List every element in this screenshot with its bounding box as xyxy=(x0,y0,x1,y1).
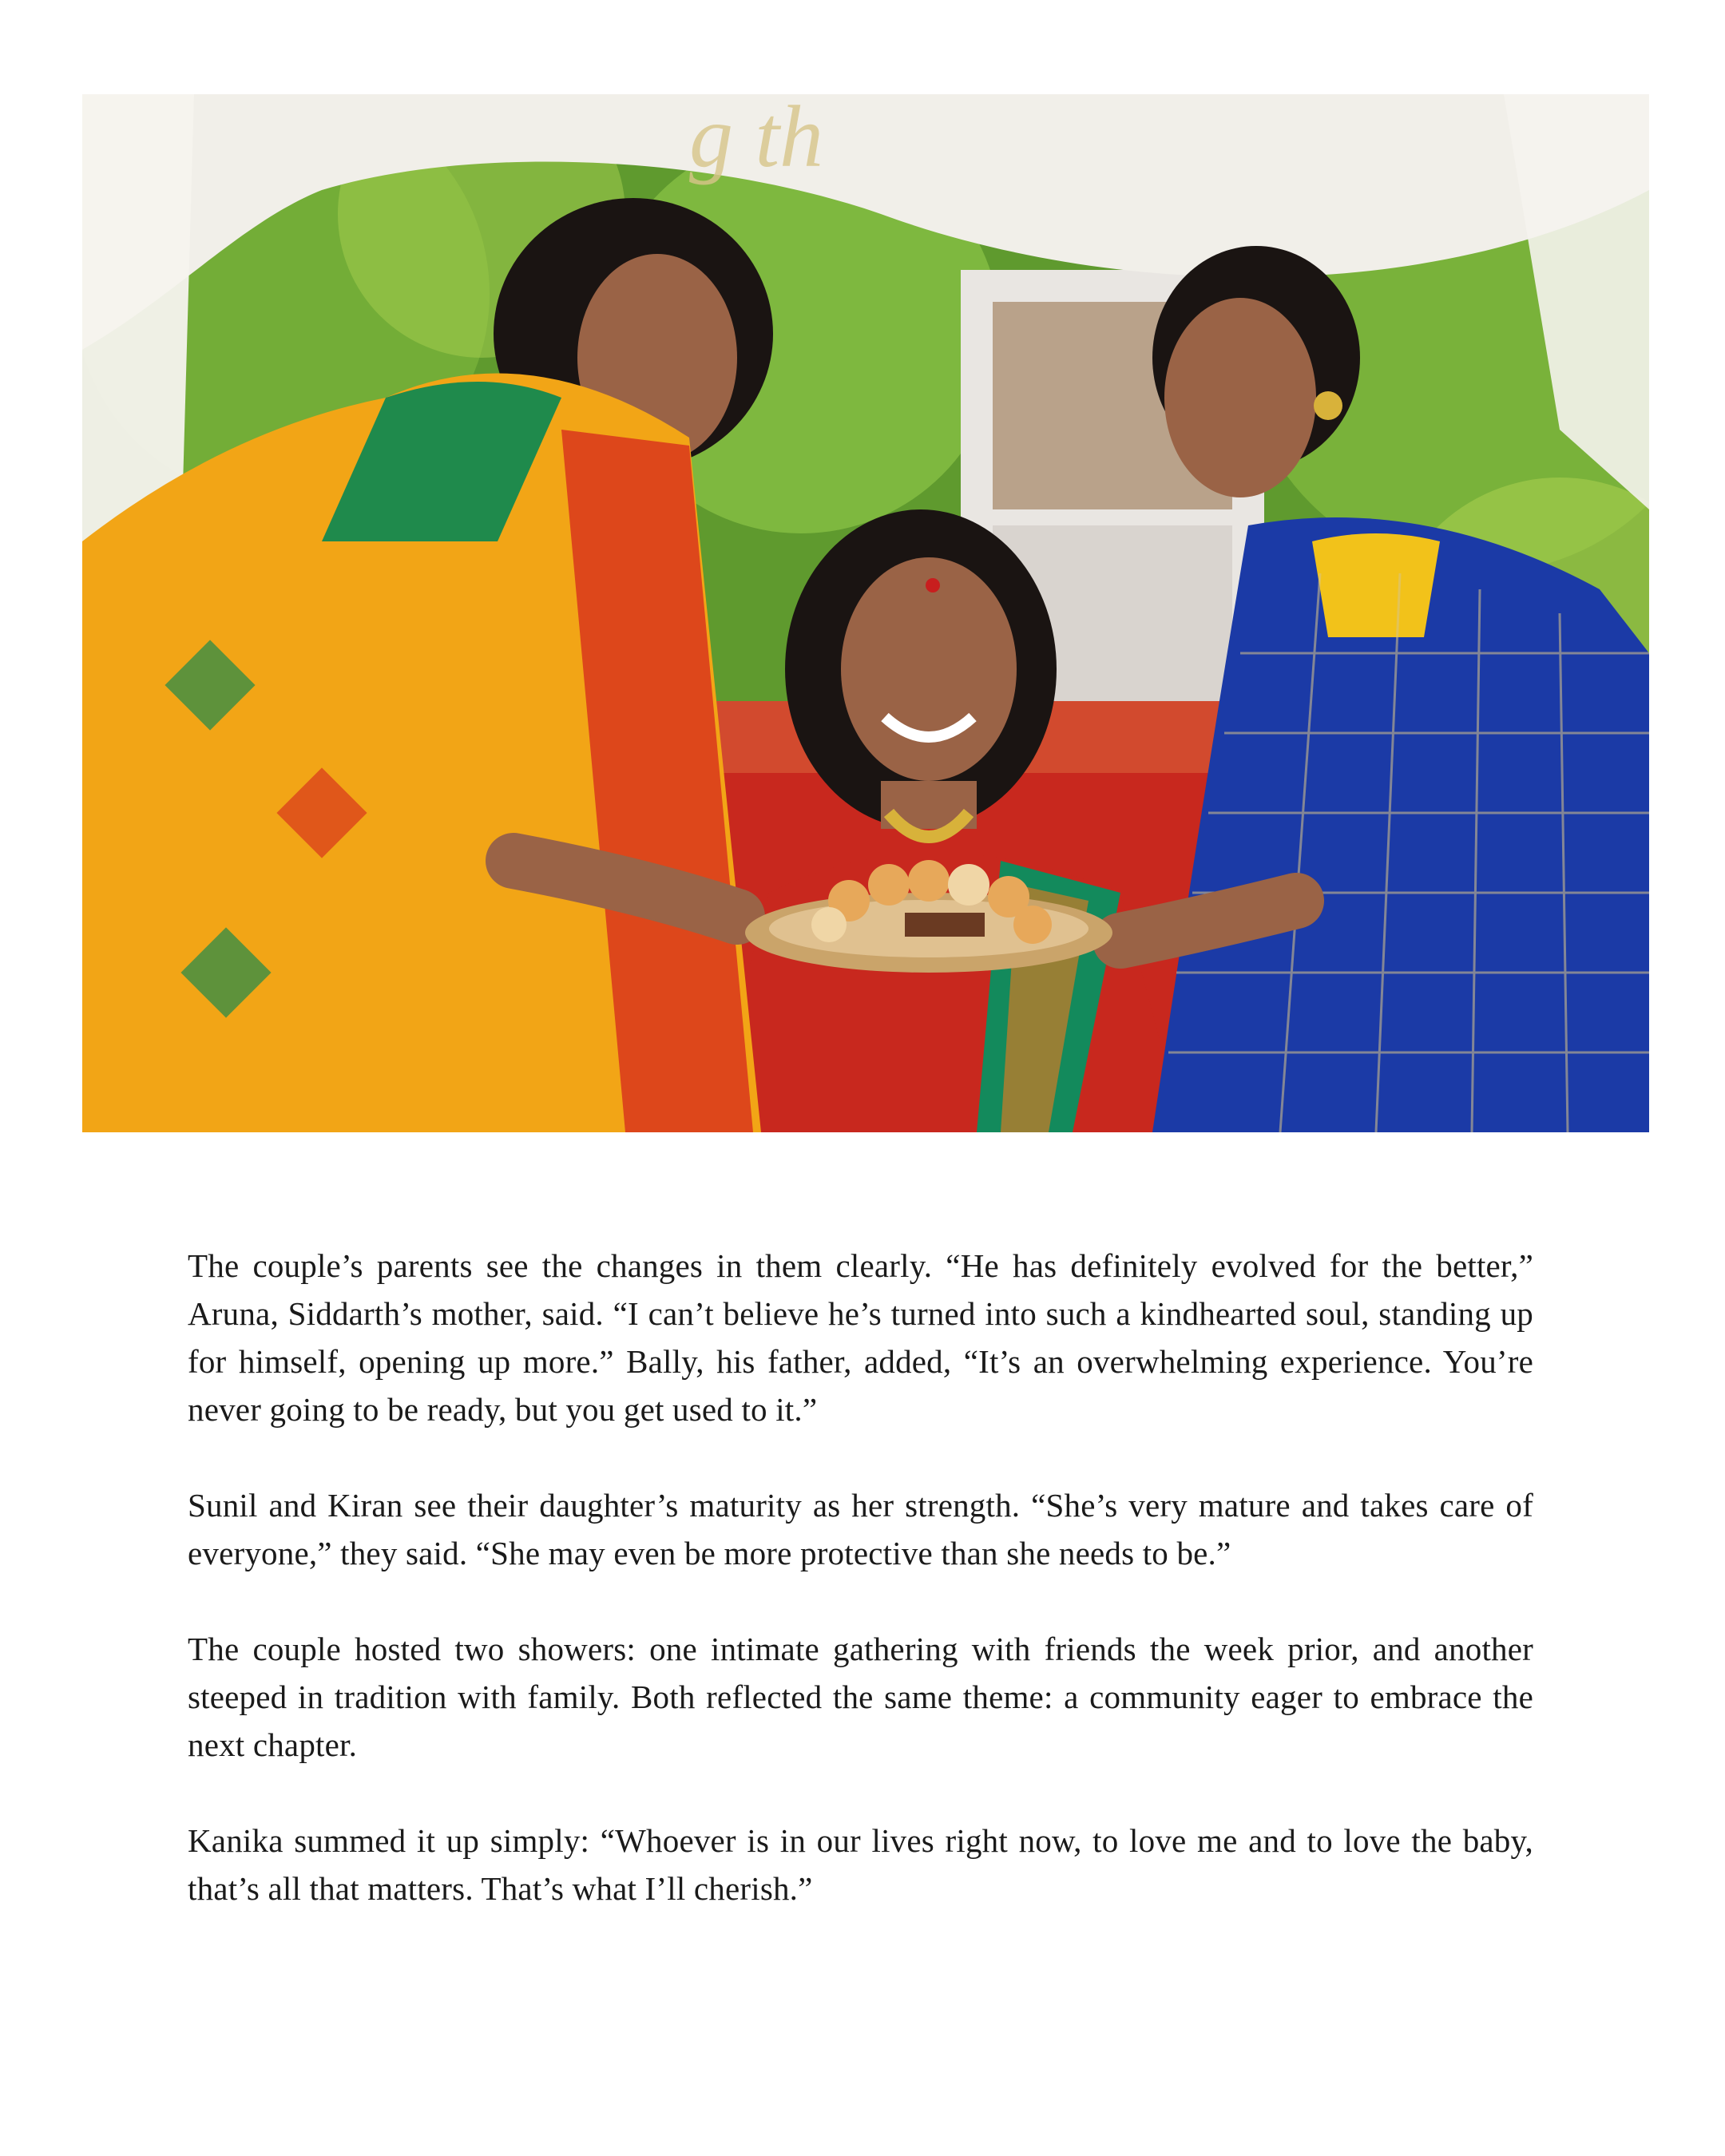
svg-text:g th: g th xyxy=(689,94,824,185)
hero-photo xyxy=(82,94,1649,1132)
paragraph-quote: Kanika summed it up simply: “Whoever is in our lives right now, to love me and to love the baby, that’s all that matters. That’s what I’ll cherish.” xyxy=(188,1822,1533,1907)
paragraph-showers: The couple hosted two showers: one intimate gathering with friends the week prior, and another steeped in tradition with family. Both reflected the same theme: a community eager to embrace the next chapter. xyxy=(188,1631,1533,1763)
paragraph-daughter: Sunil and Kiran see their daughter’s maturity as her strength. “She’s very mature and takes care of everyone,” they said. “She may even be more protective than she needs to be.” xyxy=(188,1487,1533,1571)
right-arm xyxy=(1120,901,1296,941)
right-face xyxy=(1164,298,1316,497)
paragraph-parents: The couple’s parents see the changes in them clearly. “He has definitely evolved for the better,” Aruna, Siddarth’s mother, said. “I can’t believe he’s turned into such a kindhearted soul, standing up for himself, opening up more.” Bally, his father, added, “It’s an overwhelming experience. You’re never going to be ready, but you get used to it.” xyxy=(188,1247,1533,1428)
article-body xyxy=(188,1242,1533,1960)
photo-illustration xyxy=(82,94,1649,1132)
